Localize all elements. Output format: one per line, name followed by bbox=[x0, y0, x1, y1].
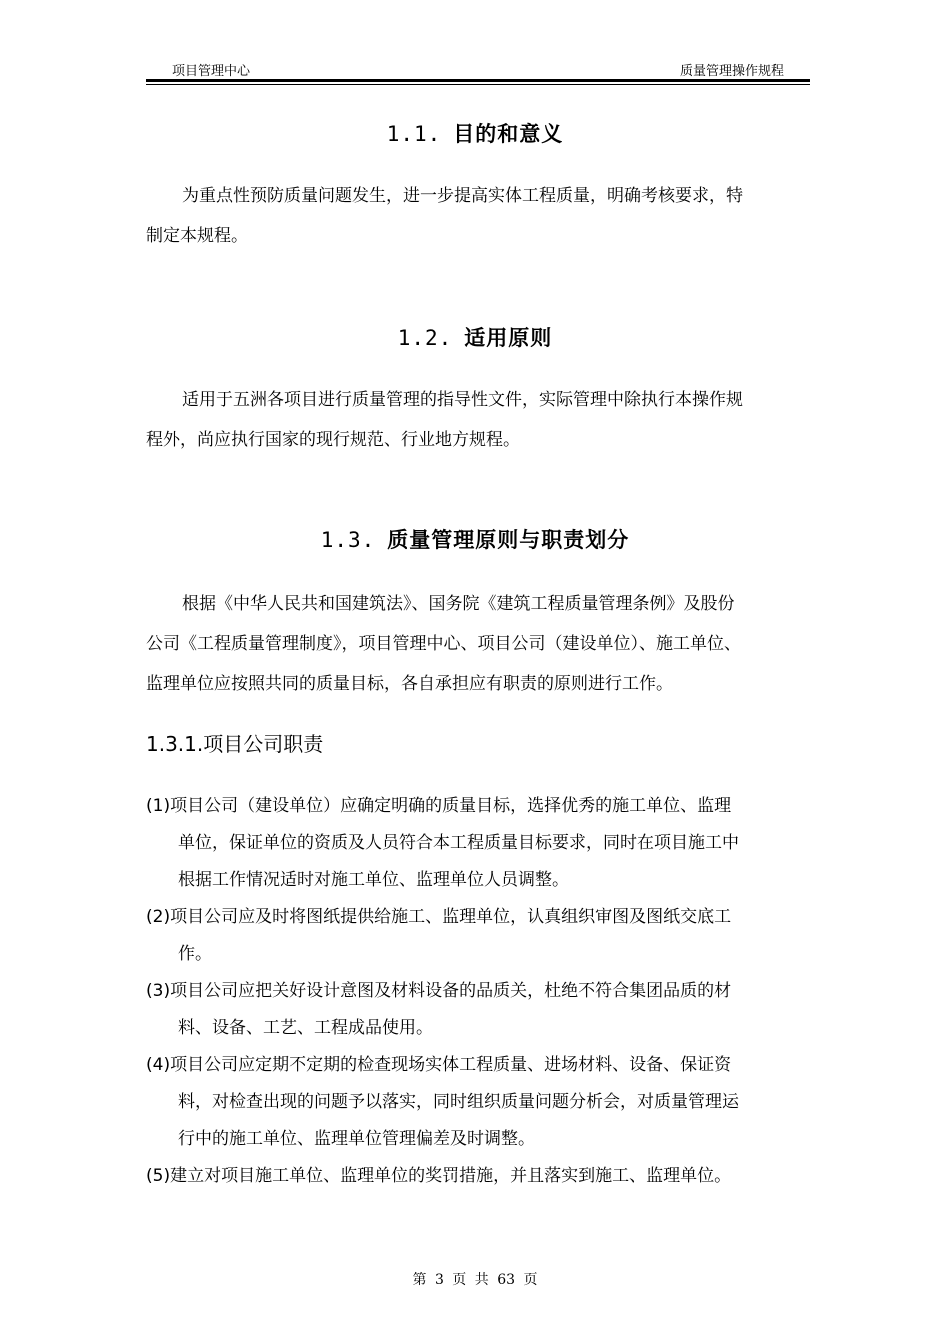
item-line: (3)项目公司应把关好设计意图及材料设备的品质关，杜绝不符合集团品质的材 bbox=[146, 981, 732, 1001]
item-line: (5)建立对项目施工单位、监理单位的奖罚措施，并且落实到施工、监理单位。 bbox=[146, 1166, 732, 1186]
paragraph-line: 适用于五洲各项目进行质量管理的指导性文件，实际管理中除执行本操作规 bbox=[182, 390, 743, 410]
paragraph-line: 为重点性预防质量问题发生，进一步提高实体工程质量，明确考核要求，特 bbox=[182, 186, 743, 206]
item-line: 单位，保证单位的资质及人员符合本工程质量目标要求，同时在项目施工中 bbox=[178, 833, 739, 853]
section-title: 目的和意义 bbox=[453, 122, 564, 146]
section-heading-1-1 bbox=[0, 118, 950, 148]
section-number: 1.2. bbox=[397, 326, 453, 350]
item-line: 料，对检查出现的问题予以落实，同时组织质量问题分析会，对质量管理运 bbox=[178, 1092, 739, 1112]
header-rule-thick bbox=[146, 79, 810, 82]
section-heading-1-2 bbox=[0, 322, 950, 352]
duty-item-2 bbox=[146, 899, 806, 973]
section-paragraph-1-1 bbox=[146, 176, 806, 256]
paragraph-line: 程外，尚应执行国家的现行规范、行业地方规程。 bbox=[146, 430, 520, 450]
header-left-title: 项目管理中心 bbox=[172, 64, 251, 79]
section-number: 1.3. bbox=[320, 528, 376, 552]
item-line: 根据工作情况适时对施工单位、监理单位人员调整。 bbox=[178, 870, 569, 890]
item-line: (4)项目公司应定期不定期的检查现场实体工程质量、进场材料、设备、保证资 bbox=[146, 1055, 732, 1075]
subsection-heading: 1.3.1.项目公司职责 bbox=[146, 732, 324, 756]
paragraph-line: 根据《中华人民共和国建筑法》、国务院《建筑工程质量管理条例》及股份 bbox=[182, 594, 735, 614]
section-number: 1.1. bbox=[386, 122, 442, 146]
item-line: 作。 bbox=[178, 944, 212, 964]
item-line: (1)项目公司（建设单位）应确定明确的质量目标，选择优秀的施工单位、监理 bbox=[146, 796, 732, 816]
paragraph-line: 公司《工程质量管理制度》，项目管理中心、项目公司（建设单位）、施工单位、 bbox=[146, 634, 741, 654]
section-title: 适用原则 bbox=[464, 326, 553, 350]
header-right-title: 质量管理操作规程 bbox=[679, 64, 784, 79]
section-heading-1-3 bbox=[0, 524, 950, 554]
duty-item-3 bbox=[146, 973, 806, 1047]
header-rule-thin bbox=[146, 84, 810, 85]
section-title: 质量管理原则与职责划分 bbox=[387, 528, 630, 552]
paragraph-line: 制定本规程。 bbox=[146, 226, 248, 246]
item-line: (2)项目公司应及时将图纸提供给施工、监理单位，认真组织审图及图纸交底工 bbox=[146, 907, 732, 927]
section-paragraph-1-2 bbox=[146, 380, 806, 460]
item-line: 料、设备、工艺、工程成品使用。 bbox=[178, 1018, 433, 1038]
section-paragraph-1-3 bbox=[146, 584, 806, 704]
item-line: 行中的施工单位、监理单位管理偏差及时调整。 bbox=[178, 1129, 535, 1149]
duty-item-4 bbox=[146, 1047, 806, 1158]
duty-item-1 bbox=[146, 788, 806, 899]
page-footer: 第 3 页 共 63 页 bbox=[412, 1272, 538, 1288]
paragraph-line: 监理单位应按照共同的质量目标，各自承担应有职责的原则进行工作。 bbox=[146, 674, 673, 694]
duty-item-5 bbox=[146, 1158, 806, 1195]
